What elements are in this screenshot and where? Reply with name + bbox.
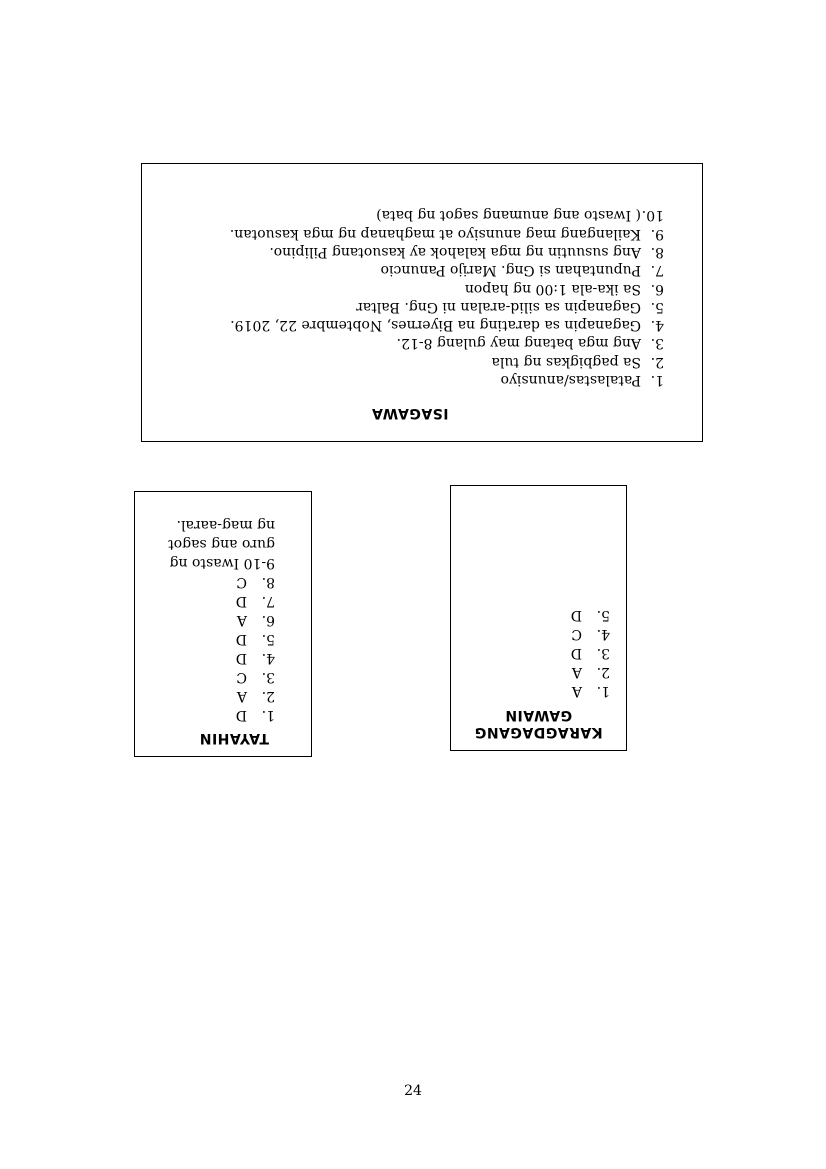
answer-row (151, 629, 275, 648)
answer-letter: A (571, 664, 582, 680)
answer-number: 1. (261, 707, 275, 723)
tayahin-content (135, 492, 311, 756)
item-text: Gaganapin sa silid-aralan ni Gng. Baltar (356, 298, 641, 315)
item-number: 4. (650, 317, 664, 334)
answer-number: 4. (596, 626, 610, 642)
tayahin-answers (151, 572, 275, 724)
isagawa-title: ISAGAWA (371, 405, 449, 421)
item-number: 3. (650, 335, 664, 352)
isagawa-answer-box (141, 163, 703, 442)
answer-letter: D (570, 645, 582, 661)
item-text: Sa ika-ala 1:00 ng hapon (464, 280, 641, 297)
karagdagang-gawain-content (451, 486, 626, 750)
page-number: 24 (404, 1083, 422, 1099)
item-text: Patalastas/anunsiyo (500, 372, 641, 388)
answer-row (151, 648, 275, 667)
item-number: 5. (650, 298, 664, 315)
list-item (156, 298, 664, 316)
list-item (156, 206, 664, 224)
item-text: Ang mga batang may gulang 8-12. (396, 335, 641, 352)
isagawa-list (156, 206, 664, 389)
list-item (156, 243, 664, 261)
answer-number: 4. (261, 650, 275, 666)
isagawa-content (142, 164, 702, 441)
answer-letter: D (570, 607, 582, 623)
answer-number: 2. (596, 664, 610, 680)
answer-number: 8. (261, 574, 275, 590)
answer-letter: D (235, 707, 247, 723)
answer-row (151, 705, 275, 724)
answer-number: 2. (261, 688, 275, 704)
answer-letter: D (235, 650, 247, 666)
answer-row (151, 572, 275, 591)
item-number: 1. (650, 372, 664, 388)
item-text: Pupuntahan si Gng. Marijo Panuncio (380, 262, 641, 279)
answer-number: 1. (596, 683, 610, 699)
answer-row (151, 610, 275, 629)
list-item (156, 279, 664, 297)
answer-letter: A (236, 612, 247, 628)
karagdagang-gawain-box (450, 485, 627, 751)
item-number: 7. (650, 262, 664, 279)
answer-letter: C (571, 626, 582, 642)
item-text: Sa pagbigkas ng tula (491, 353, 641, 370)
answer-letter: D (235, 593, 247, 609)
list-item (156, 371, 664, 389)
answer-number: 3. (261, 669, 275, 685)
answer-letter: A (236, 688, 247, 704)
karagdagang-gawain-answers (467, 605, 610, 700)
title-line: KARAGDAGANG (474, 724, 603, 740)
item-number: 2. (650, 353, 664, 370)
answer-row (467, 643, 610, 662)
answer-letter: C (236, 574, 247, 590)
item-number: 6. (650, 280, 664, 297)
answer-row (151, 667, 275, 686)
list-item (156, 316, 664, 334)
list-item (156, 334, 664, 352)
list-item (156, 352, 664, 370)
item-text: Gaganapin sa darating na Biyernes, Nobtembre 22, 2019. (230, 317, 641, 334)
list-item (156, 224, 664, 242)
answer-number: 5. (596, 607, 610, 623)
answer-number: 7. (261, 593, 275, 609)
answer-number: 5. (261, 631, 275, 647)
tayahin-note: 9-10 Iwasto ng guro ang sagot ng mag-aaral. (168, 517, 275, 571)
answer-letter: D (235, 631, 247, 647)
answer-row (151, 686, 275, 705)
tayahin-box (134, 491, 312, 757)
tayahin-title: TAYAHIN (199, 730, 269, 746)
answer-number: 6. (261, 612, 275, 628)
answer-row (467, 681, 610, 700)
answer-row (151, 591, 275, 610)
title-line: GAWAIN (504, 707, 573, 723)
item-number: 10. (641, 207, 664, 224)
item-number: 9. (650, 225, 664, 242)
item-number: 8. (650, 243, 664, 260)
answer-letter: A (571, 683, 582, 699)
list-item (156, 261, 664, 279)
answer-row (467, 662, 610, 681)
answer-row (467, 624, 610, 643)
answer-row (467, 605, 610, 624)
item-text: ( Iwasto ang anumang sagot ng bata) (376, 207, 641, 224)
answer-letter: C (236, 669, 247, 685)
karagdagang-gawain-title (467, 706, 610, 740)
answer-number: 3. (596, 645, 610, 661)
item-text: Kailangang mag anunsiyo at maghanap ng mga kasuotan. (229, 225, 641, 242)
item-text: Ang susuutin ng mga kalahok ay kasuotang Pilipino. (269, 243, 641, 260)
